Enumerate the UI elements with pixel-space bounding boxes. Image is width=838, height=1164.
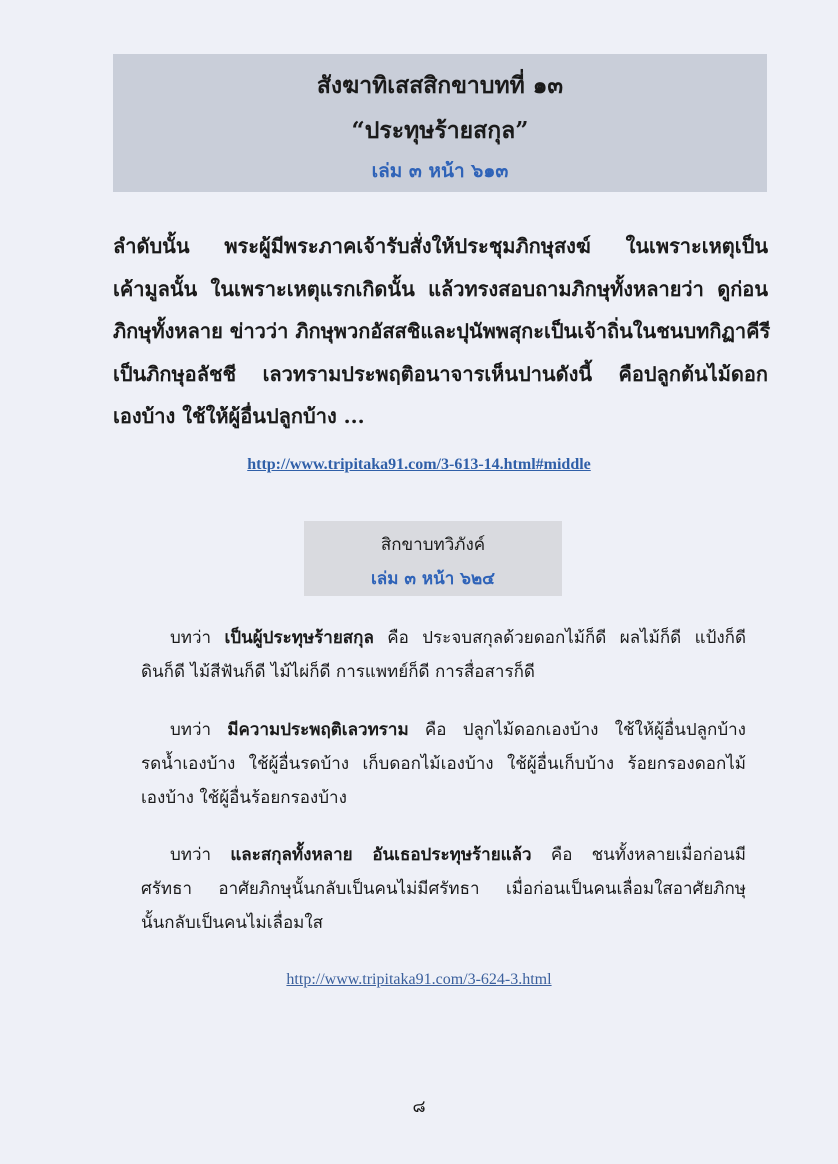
definition-term: เป็นผู้ประทุษร้ายสกุล	[224, 628, 374, 648]
section-box	[304, 521, 562, 596]
section-title: สิกขาบทวิภังค์	[380, 535, 486, 555]
intro-line: เป็นภิกษุอลัชชี เลวทรามประพฤติอนาจารเห็นปานดังนี้ คือปลูกต้นไม้ดอก	[113, 361, 768, 386]
definition-prefix: บทว่า	[170, 720, 228, 740]
intro-paragraph	[113, 225, 771, 438]
header-box	[113, 54, 767, 192]
definition-paragraph	[141, 713, 746, 815]
definition-prefix: บทว่า	[170, 628, 225, 648]
intro-line: ภิกษุทั้งหลาย ข่าวว่า ภิกษุพวกอัสสชิและปุนัพพสุกะเป็นเจ้าถิ่นในชนบทกิฏาคีรี	[113, 319, 771, 343]
definition-term: มีความประพฤติเลวทราม	[227, 720, 409, 740]
definition-text: คือ ปลูกไม้ดอกเองบ้าง ใช้ให้ผู้อื่นปลูกบ้าง	[408, 720, 746, 740]
definition-first-line	[141, 621, 746, 655]
definition-first-line	[141, 713, 746, 747]
definition-line: ดินก็ดี ไม้สีฟันก็ดี ไม้ไผ่ก็ดี การแพทย์ก็ดี การสื่อสารก็ดี	[141, 662, 535, 682]
definition-text: คือ ประจบสกุลด้วยดอกไม้ก็ดี ผลไม้ก็ดี แป้งก็ดี	[373, 628, 746, 648]
definition-prefix: บทว่า	[170, 845, 231, 865]
source-link-1[interactable]: http://www.tripitaka91.com/3-613-14.html#middle	[247, 456, 591, 473]
source-link-2[interactable]: http://www.tripitaka91.com/3-624-3.html	[286, 971, 552, 988]
definition-term: และสกุลทั้งหลาย อันเธอประทุษร้ายแล้ว	[230, 845, 532, 865]
definition-paragraph	[141, 621, 746, 689]
intro-line: ลำดับนั้น พระผู้มีพระภาคเจ้ารับสั่งให้ประชุมภิกษุสงฆ์ ในเพราะเหตุเป็น	[113, 234, 768, 258]
header-subtitle: “ประทุษร้ายสกุล”	[351, 117, 529, 144]
definition-paragraph	[141, 838, 746, 940]
definition-line: เองบ้าง ใช้ผู้อื่นร้อยกรองบ้าง	[141, 788, 347, 808]
definition-text: คือ ชนทั้งหลายเมื่อก่อนมี	[531, 845, 746, 865]
definition-first-line	[141, 838, 746, 872]
header-reference: เล่ม ๓ หน้า ๖๑๓	[371, 160, 509, 182]
intro-line: เค้ามูลนั้น ในเพราะเหตุแรกเกิดนั้น แล้วทรงสอบถามภิกษุทั้งหลายว่า ดูก่อน	[113, 276, 768, 301]
intro-line: เองบ้าง ใช้ให้ผู้อื่นปลูกบ้าง ...	[113, 404, 365, 428]
section-reference: เล่ม ๓ หน้า ๖๒๔	[370, 569, 496, 589]
header-title: สังฆาทิเสสสิกขาบทที่ ๑๓	[316, 72, 564, 99]
page-number: ๘	[412, 1097, 426, 1117]
definition-line: รดน้ำเองบ้าง ใช้ผู้อื่นรดบ้าง เก็บดอกไม้เองบ้าง ใช้ผู้อื่นเก็บบ้าง ร้อยกรองดอกไม้	[141, 754, 746, 774]
definition-line: ศรัทธา อาศัยภิกษุนั้นกลับเป็นคนไม่มีศรัทธา เมื่อก่อนเป็นคนเลื่อมใสอาศัยภิกษุ	[141, 879, 746, 899]
definition-line: นั้นกลับเป็นคนไม่เลื่อมใส	[141, 913, 324, 933]
